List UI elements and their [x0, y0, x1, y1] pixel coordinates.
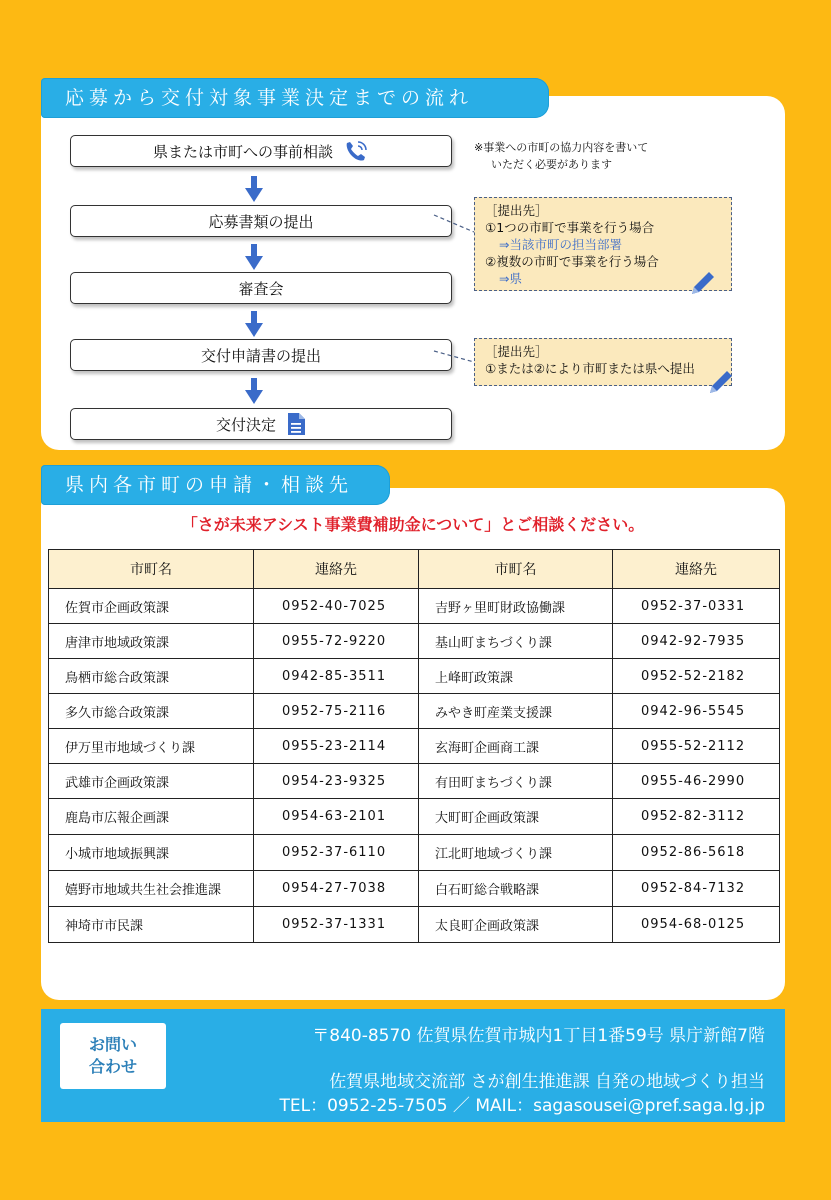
arrow-down-icon: [245, 311, 263, 337]
municipality-name: 玄海町企画商工課: [419, 729, 613, 764]
municipality-name: 吉野ヶ里町財政協働課: [419, 589, 613, 624]
table-header-row: [49, 550, 780, 589]
flow-step-consultation: [70, 135, 452, 167]
flow-step-label: 審査会: [238, 279, 284, 298]
phone-number: 0955-23-2114: [254, 729, 419, 764]
municipality-name: 上峰町政策課: [419, 659, 613, 694]
phone-number: 0942-85-3511: [254, 659, 419, 694]
flow-step-label: 交付決定: [215, 415, 276, 434]
pencil-icon: [688, 268, 718, 298]
municipality-name: 鹿島市広報企画課: [49, 799, 254, 835]
table-row: [49, 589, 780, 624]
municipality-name: 唐津市地域政策課: [49, 624, 254, 659]
phone-number: 0955-46-2990: [613, 764, 780, 799]
phone-number: 0954-63-2101: [254, 799, 419, 835]
municipality-name: 武雄市企画政策課: [49, 764, 254, 799]
phone-number: 0952-75-2116: [254, 694, 419, 729]
municipality-name: 伊万里市地域づくり課: [49, 729, 254, 764]
phone-number: 0952-84-7132: [613, 871, 780, 907]
inquiry-label: [60, 1023, 166, 1089]
table-row: [49, 907, 780, 943]
callout-line: ①1つの市町で事業を行う場合: [485, 220, 655, 235]
phone-icon: [343, 139, 369, 163]
contacts-section-title: 県内各市町の申請・相談先: [41, 465, 390, 505]
column-header: 連絡先: [254, 550, 419, 589]
phone-number: 0954-23-9325: [254, 764, 419, 799]
contacts-headline: 「さが未来アシスト事業費補助金について」とご相談ください。: [181, 515, 645, 534]
flow-step-review: [70, 272, 452, 304]
phone-number: 0952-37-0331: [613, 589, 780, 624]
callout-line: ①または②により市町または県へ提出: [485, 361, 695, 376]
contacts-table: [48, 549, 780, 943]
table-row: [49, 659, 780, 694]
table-row: [49, 764, 780, 799]
flow-step-application: [70, 205, 452, 237]
pencil-icon: [706, 367, 736, 397]
phone-number: 0955-72-9220: [254, 624, 419, 659]
municipality-name: 大町町企画政策課: [419, 799, 613, 835]
municipality-name: 小城市地域振興課: [49, 835, 254, 871]
note-line: いただく必要があります: [491, 158, 612, 171]
table-row: [49, 694, 780, 729]
flow-step-decision: [70, 408, 452, 440]
phone-number: 0952-40-7025: [254, 589, 419, 624]
callout-line: ⇒当該市町の担当部署: [499, 237, 622, 252]
phone-number: 0954-27-7038: [254, 871, 419, 907]
inquiry-footer: [41, 1009, 785, 1122]
municipality-name: 佐賀市企画政策課: [49, 589, 254, 624]
phone-number: 0952-82-3112: [613, 799, 780, 835]
table-row: [49, 799, 780, 835]
column-header: 市町名: [49, 550, 254, 589]
municipality-name: 白石町総合戦略課: [419, 871, 613, 907]
inquiry-department: 佐賀県地域交流部 さが創生推進課 自発の地域づくり担当: [329, 1072, 765, 1092]
submission-callout-2: [474, 338, 732, 386]
flow-step-label: 県または市町への事前相談: [152, 142, 333, 161]
phone-number: 0954-68-0125: [613, 907, 780, 943]
table-row: [49, 624, 780, 659]
flow-note: [474, 139, 648, 173]
phone-number: 0952-86-5618: [613, 835, 780, 871]
phone-number: 0955-52-2112: [613, 729, 780, 764]
callout-leader-line: [432, 348, 476, 366]
column-header: 市町名: [419, 550, 613, 589]
flow-step-grant-request: [70, 339, 452, 371]
inquiry-address: 〒840-8570 佐賀県佐賀市城内1丁目1番59号 県庁新館7階: [312, 1026, 765, 1046]
table-row: [49, 835, 780, 871]
municipality-name: みやき町産業支援課: [419, 694, 613, 729]
municipality-name: 江北町地域づくり課: [419, 835, 613, 871]
arrow-down-icon: [245, 176, 263, 202]
arrow-down-icon: [245, 244, 263, 270]
phone-number: 0942-92-7935: [613, 624, 780, 659]
document-icon: [286, 412, 306, 436]
column-header: 連絡先: [613, 550, 780, 589]
inquiry-contact: TEL：0952-25-7505 ／ MAIL：sagasousei@pref.saga.lg.jp: [279, 1096, 765, 1116]
inquiry-label-line: お問い: [88, 1035, 137, 1054]
flow-step-label: 応募書類の提出: [208, 212, 314, 231]
phone-number: 0952-37-1331: [254, 907, 419, 943]
municipality-name: 有田町まちづくり課: [419, 764, 613, 799]
flow-step-label: 交付申請書の提出: [200, 346, 321, 365]
phone-number: 0952-52-2182: [613, 659, 780, 694]
phone-number: 0952-37-6110: [254, 835, 419, 871]
callout-line: ②複数の市町で事業を行う場合: [485, 254, 659, 269]
municipality-name: 神埼市市民課: [49, 907, 254, 943]
table-row: [49, 871, 780, 907]
municipality-name: 基山町まちづくり課: [419, 624, 613, 659]
municipality-name: 太良町企画政策課: [419, 907, 613, 943]
municipality-name: 多久市総合政策課: [49, 694, 254, 729]
arrow-down-icon: [245, 378, 263, 404]
callout-leader-line: [432, 212, 476, 236]
inquiry-label-line: 合わせ: [88, 1057, 137, 1076]
table-row: [49, 729, 780, 764]
callout-heading: ［提出先］: [485, 344, 548, 359]
municipality-name: 鳥栖市総合政策課: [49, 659, 254, 694]
note-line: ※事業への市町の協力内容を書いて: [474, 141, 649, 154]
callout-heading: ［提出先］: [485, 203, 548, 218]
callout-line: ⇒県: [499, 271, 522, 286]
municipality-name: 嬉野市地域共生社会推進課: [49, 871, 254, 907]
phone-number: 0942-96-5545: [613, 694, 780, 729]
flow-section-title: 応募から交付対象事業決定までの流れ: [41, 78, 549, 118]
